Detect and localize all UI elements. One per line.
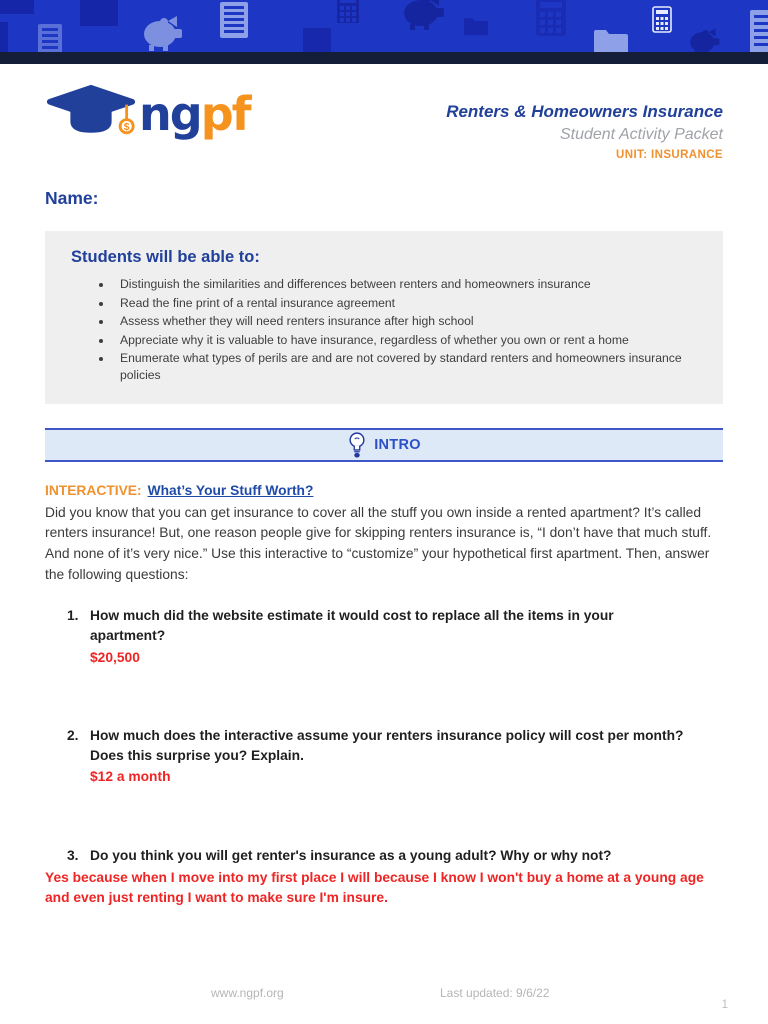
building-icon <box>303 28 331 52</box>
name-label: Name: <box>45 188 99 208</box>
question-block <box>45 726 723 787</box>
objective-item: • Assess whether they will need renters insurance after high school <box>113 313 697 330</box>
answer-text: $12 a month <box>90 769 171 785</box>
question-text: Do you think you will get renter's insurance as a young adult? Why or why not? <box>90 848 612 864</box>
document-icon <box>38 24 62 52</box>
logo-ng: ng <box>139 87 201 141</box>
objectives-list <box>71 276 697 384</box>
building-icon <box>0 0 34 14</box>
calculator-icon <box>536 0 566 36</box>
question-number: 2. <box>67 728 79 744</box>
ngpf-logo <box>45 84 250 144</box>
interactive-link[interactable]: What’s Your Stuff Worth? <box>147 482 314 498</box>
intro-section-banner <box>45 428 723 462</box>
building-icon <box>0 22 8 52</box>
piggy-bank-icon <box>140 13 184 52</box>
calculator-icon <box>337 0 359 23</box>
answer-text: Yes because when I move into my first place I will because I know I won't buy a home at a young age and even just renting I want to make sure I'm insure. <box>45 870 704 905</box>
interactive-label: INTERACTIVE: <box>45 482 142 498</box>
interactive-section <box>45 483 723 586</box>
piggy-bank-icon <box>686 26 722 52</box>
dollar-glyph: $ <box>123 121 130 133</box>
interactive-heading <box>45 483 723 498</box>
question-item <box>45 606 723 646</box>
building-icon <box>80 0 118 26</box>
answer-text: $20,500 <box>90 649 140 665</box>
intro-label: INTRO <box>374 436 421 453</box>
questions-list <box>45 606 723 907</box>
objective-item: • Appreciate why it is valuable to have insurance, regardless of whether you own or rent a home <box>113 332 697 349</box>
question-text: How much did the website estimate it would cost to replace all the items in your apartment? <box>90 608 614 644</box>
footer-website: www.ngpf.org <box>211 986 284 1000</box>
header-titles <box>446 102 723 161</box>
question-number: 3. <box>67 848 79 864</box>
unit-label: UNIT: INSURANCE <box>616 149 723 161</box>
objectives-box <box>45 231 723 404</box>
lightbulb-icon <box>347 430 367 459</box>
question-item <box>45 726 723 766</box>
logo-pf: pf <box>200 87 250 141</box>
objective-item: • Enumerate what types of perils are and are not covered by standard renters and homeowners insurance policies <box>113 350 697 383</box>
top-banner <box>0 0 768 52</box>
question-text: How much does the interactive assume your renters insurance policy will cost per month? Does this surprise you? Explain. <box>90 728 684 764</box>
question-item <box>45 846 723 866</box>
folder-icon <box>464 16 488 36</box>
objective-item: • Distinguish the similarities and differences between renters and homeowners insurance <box>113 276 697 293</box>
building-icon <box>750 10 768 52</box>
logo-text <box>139 87 250 141</box>
graduation-cap-icon <box>45 84 137 144</box>
question-block <box>45 606 723 667</box>
piggy-bank-icon <box>400 0 446 30</box>
interactive-description: Did you know that you can get insurance to cover all the stuff you own inside a rented apartment? It’s called renters insurance! But, one reason people give for skipping renters insurance is, “I don’t have that much stuff. And none of it’s very nice.” Use this interactive to “customize” your hypothetical first apartment. Then, answer the following questions: <box>45 504 712 582</box>
header <box>0 64 768 161</box>
document-icon <box>220 2 248 38</box>
footer-last-updated: Last updated: 9/6/22 <box>440 986 550 1000</box>
question-number: 1. <box>67 608 79 624</box>
calculator-icon <box>652 6 672 33</box>
folder-icon <box>594 28 628 52</box>
banner-divider <box>0 52 768 64</box>
question-block <box>45 846 723 907</box>
page-number: 1 <box>721 999 728 1011</box>
objectives-heading: Students will be able to: <box>71 248 260 266</box>
packet-title: Renters & Homeowners Insurance <box>446 102 723 121</box>
packet-subtitle: Student Activity Packet <box>559 126 723 143</box>
objective-item: • Read the fine print of a rental insurance agreement <box>113 295 697 312</box>
page-content <box>0 64 768 907</box>
